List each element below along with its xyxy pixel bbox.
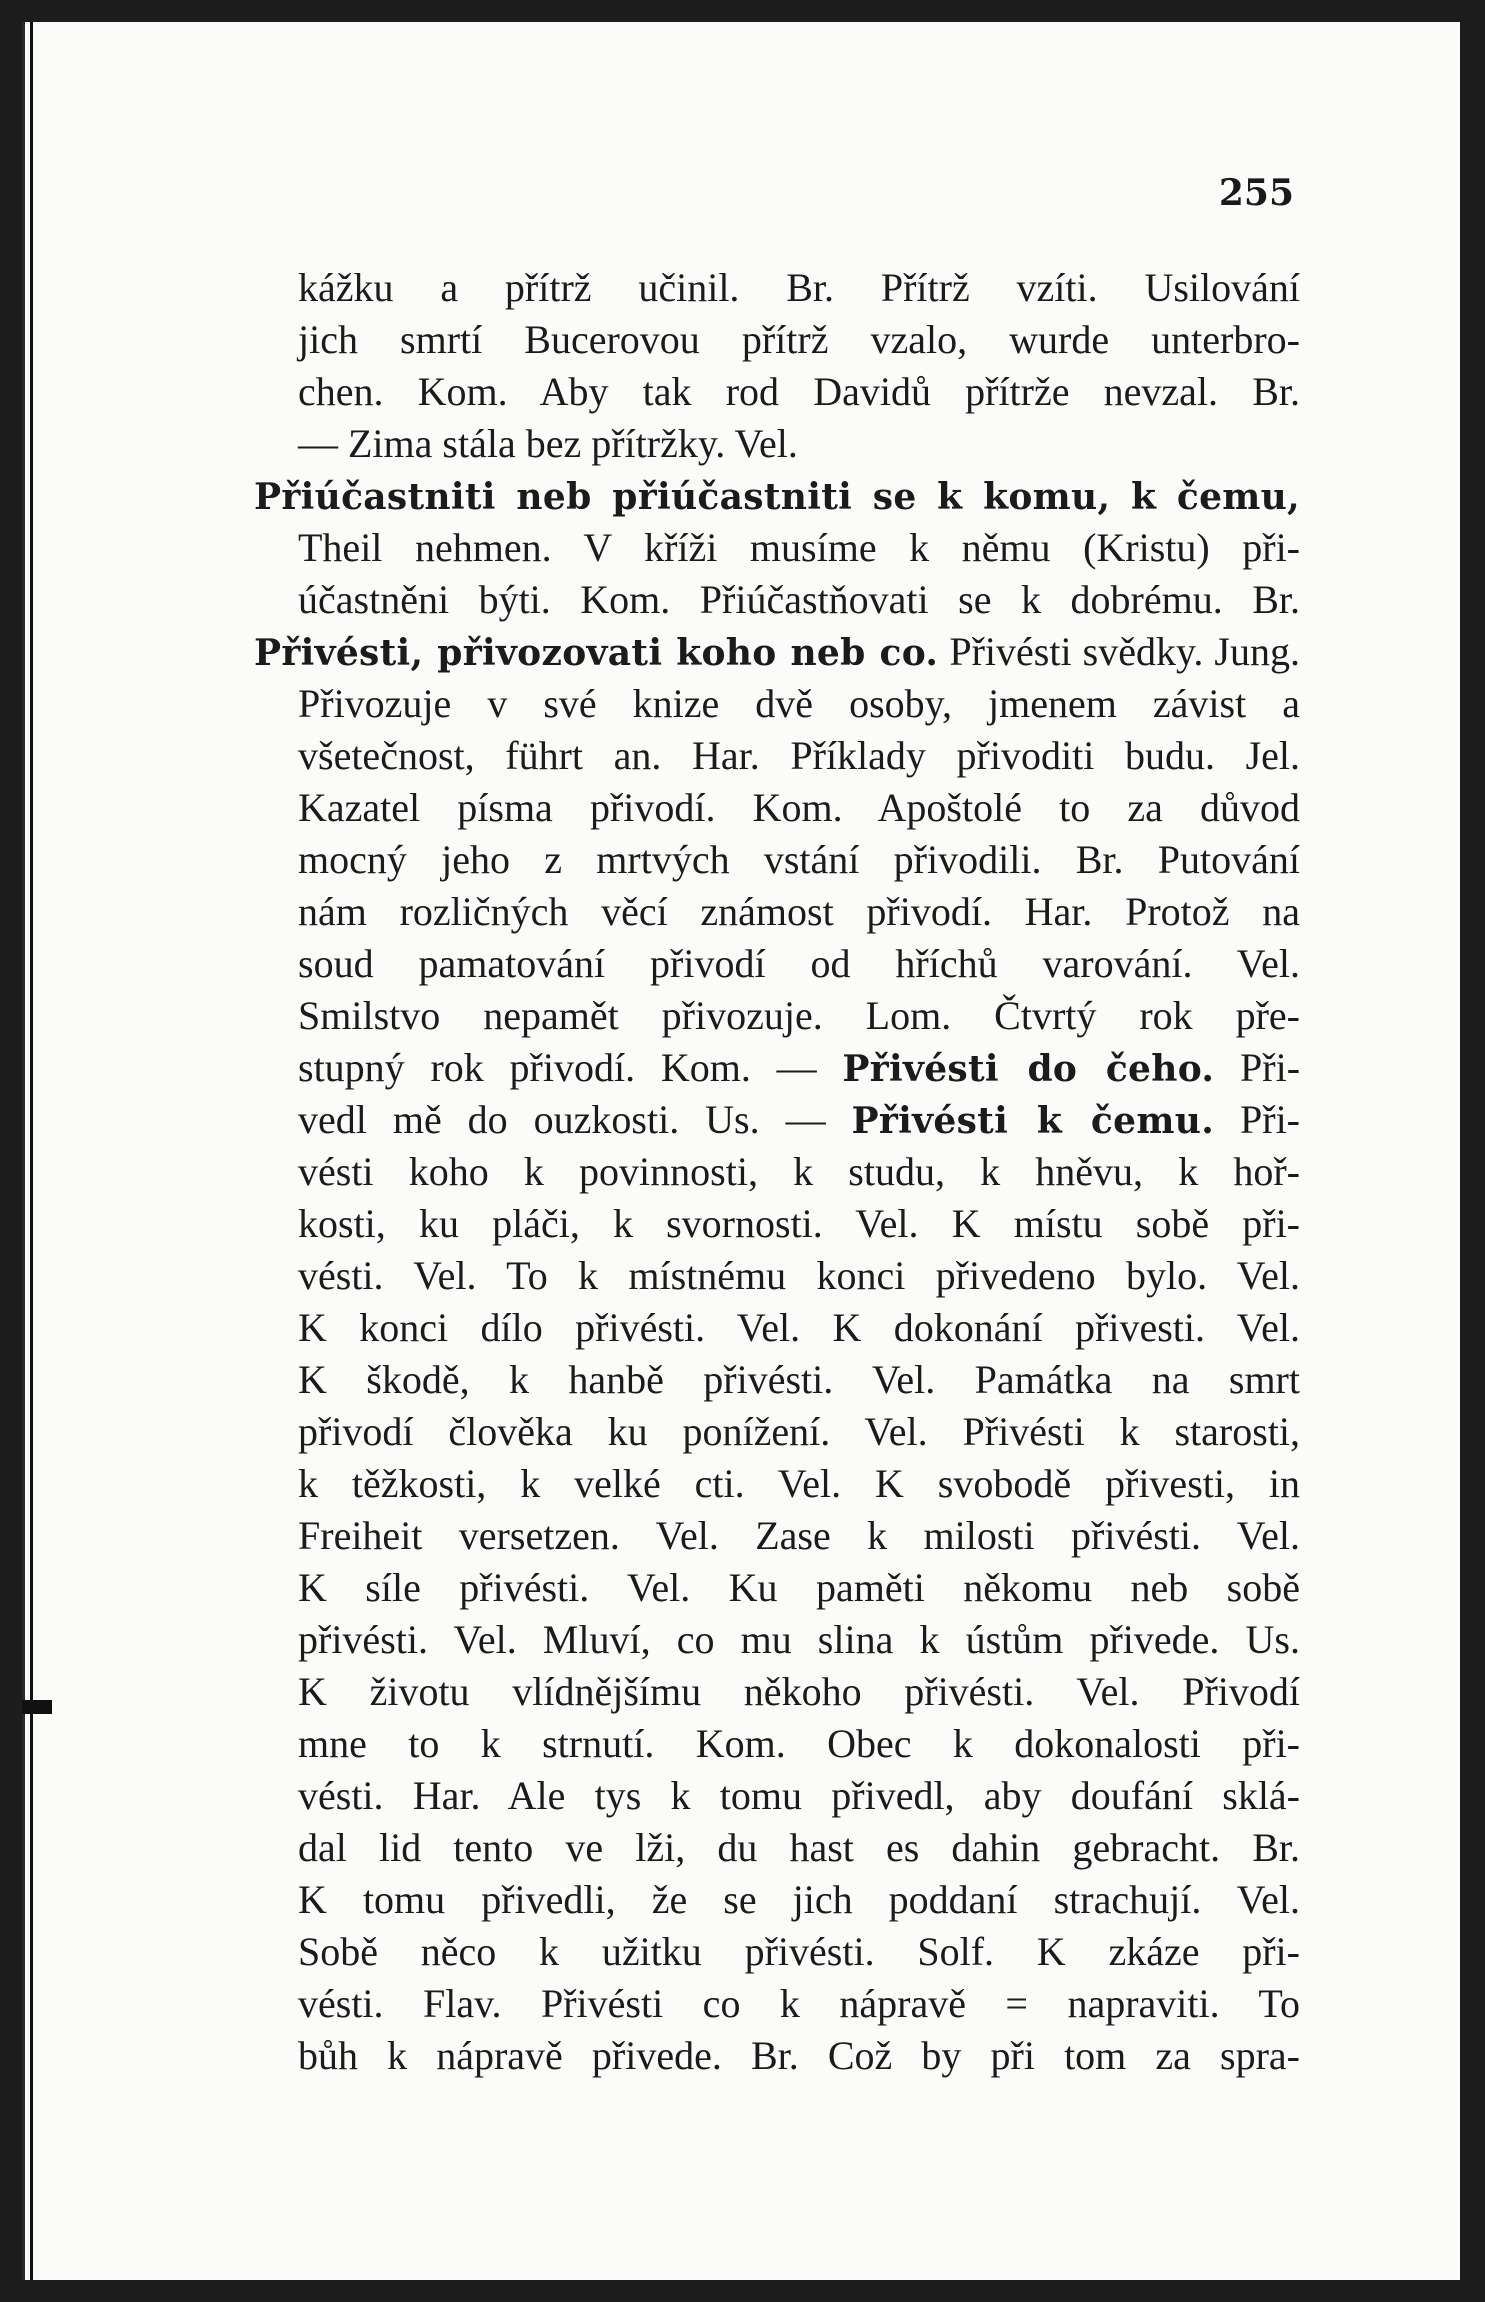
text-segment: mne to k strnutí. Kom. Obec k dokonalosti při- (298, 1721, 1300, 1766)
text-segment: K škodě, k hanbě přivésti. Vel. Památka na smrt (298, 1357, 1300, 1402)
text-line (254, 886, 1300, 938)
text-line (254, 1770, 1300, 1822)
entry-headword-line (254, 626, 1300, 678)
headword: Přivésti, přivozovati koho neb co. (254, 632, 939, 674)
text-segment: mocný jeho z mrtvých vstání přivodili. Br. Putování (298, 837, 1300, 882)
text-line (254, 2030, 1300, 2082)
text-segment: Smilstvo nepamět přivozuje. Lom. Čtvrtý rok pře- (298, 993, 1300, 1038)
text-line (254, 262, 1300, 314)
text-segment: K životu vlídnějšímu někoho přivésti. Vel. Přivodí (298, 1669, 1300, 1714)
text-line (254, 1614, 1300, 1666)
text-line (254, 1302, 1300, 1354)
entry-headword-line (254, 470, 1300, 522)
text-line (254, 1042, 1300, 1094)
text-segment: vésti. Har. Ale tys k tomu přivedl, aby doufání sklá- (298, 1773, 1300, 1818)
text-line (254, 834, 1300, 886)
text-line (254, 1926, 1300, 1978)
text-segment: vésti. Flav. Přivésti co k nápravě = napraviti. To (298, 1981, 1300, 2026)
text-line (254, 1250, 1300, 1302)
text-segment: K tomu přivedli, že se jich poddaní strachují. Vel. (298, 1877, 1300, 1922)
text-line (254, 574, 1300, 626)
scan-edge-tick (22, 1700, 52, 1714)
text-line (254, 418, 1300, 470)
dictionary-text (254, 262, 1300, 2082)
text-segment: přivodí člověka ku ponížení. Vel. Přivésti k starosti, (298, 1409, 1300, 1454)
text-segment: vésti. Vel. To k místnému konci přivedeno bylo. Vel. (298, 1253, 1300, 1298)
text-line (254, 990, 1300, 1042)
text-segment: stupný rok přivodí. Kom. — (298, 1045, 843, 1090)
book-page (22, 22, 1460, 2280)
headword: Přiúčastniti neb přiúčastniti se k komu, k čemu, (254, 476, 1300, 518)
text-segment: Přivozuje v své knize dvě osoby, jmenem závist a (298, 681, 1300, 726)
text-segment: k těžkosti, k velké cti. Vel. K svobodě přivesti, in (298, 1461, 1300, 1506)
scan-edge-rule (30, 22, 33, 2280)
text-line (254, 1562, 1300, 1614)
text-segment: Při- (1214, 1097, 1300, 1142)
text-segment: účastněni býti. Kom. Přiúčastňovati se k dobrému. Br. (298, 577, 1300, 622)
text-line (254, 678, 1300, 730)
text-segment: přivésti. Vel. Mluví, co mu slina k ústům přivede. Us. (298, 1617, 1300, 1662)
text-line (254, 314, 1300, 366)
text-segment: — Zima stála bez přítržky. Vel. (298, 421, 798, 466)
text-segment: Theil nehmen. V kříži musíme k němu (Kristu) při- (298, 525, 1300, 570)
page-number: 255 (1218, 172, 1294, 214)
text-segment: K síle přivésti. Vel. Ku paměti někomu neb sobě (298, 1565, 1300, 1610)
text-line (254, 1458, 1300, 1510)
text-line (254, 1406, 1300, 1458)
text-segment: dal lid tento ve lži, du hast es dahin gebracht. Br. (298, 1825, 1300, 1870)
text-segment: všetečnost, führt an. Har. Příklady přivoditi budu. Jel. (298, 733, 1300, 778)
headword: Přivésti k čemu. (851, 1100, 1215, 1142)
text-segment: K konci dílo přivésti. Vel. K dokonání přivesti. Vel. (298, 1305, 1300, 1350)
text-line (254, 782, 1300, 834)
text-line (254, 1874, 1300, 1926)
headword: Přivésti do čeho. (842, 1048, 1215, 1090)
text-segment: jich smrtí Bucerovou přítrž vzalo, wurde unterbro- (298, 317, 1300, 362)
text-segment: Přivésti svědky. Jung. (938, 629, 1300, 674)
text-line (254, 1822, 1300, 1874)
text-segment: Freiheit versetzen. Vel. Zase k milosti přivésti. Vel. (298, 1513, 1300, 1558)
text-segment: Při- (1214, 1045, 1300, 1090)
text-line (254, 366, 1300, 418)
text-segment: soud pamatování přivodí od hříchů varování. Vel. (298, 941, 1300, 986)
text-line (254, 522, 1300, 574)
text-line (254, 1146, 1300, 1198)
text-segment: nám rozličných věcí známost přivodí. Har. Protož na (298, 889, 1300, 934)
text-segment: Kazatel písma přivodí. Kom. Apoštolé to za důvod (298, 785, 1300, 830)
text-line (254, 1718, 1300, 1770)
text-line (254, 1666, 1300, 1718)
text-line (254, 1198, 1300, 1250)
text-segment: kážku a přítrž učinil. Br. Přítrž vzíti. Usilování (298, 265, 1300, 310)
text-segment: bůh k nápravě přivede. Br. Což by při tom za spra- (298, 2033, 1300, 2078)
text-line (254, 938, 1300, 990)
text-segment: vésti koho k povinnosti, k studu, k hněvu, k hoř- (298, 1149, 1300, 1194)
text-segment: chen. Kom. Aby tak rod Davidů přítrže nevzal. Br. (298, 369, 1300, 414)
text-line (254, 1510, 1300, 1562)
text-segment: Sobě něco k užitku přivésti. Solf. K zkáze při- (298, 1929, 1300, 1974)
text-segment: kosti, ku pláči, k svornosti. Vel. K místu sobě při- (298, 1201, 1300, 1246)
text-line (254, 730, 1300, 782)
text-line (254, 1978, 1300, 2030)
text-segment: vedl mě do ouzkosti. Us. — (298, 1097, 852, 1142)
text-line (254, 1094, 1300, 1146)
text-line (254, 1354, 1300, 1406)
